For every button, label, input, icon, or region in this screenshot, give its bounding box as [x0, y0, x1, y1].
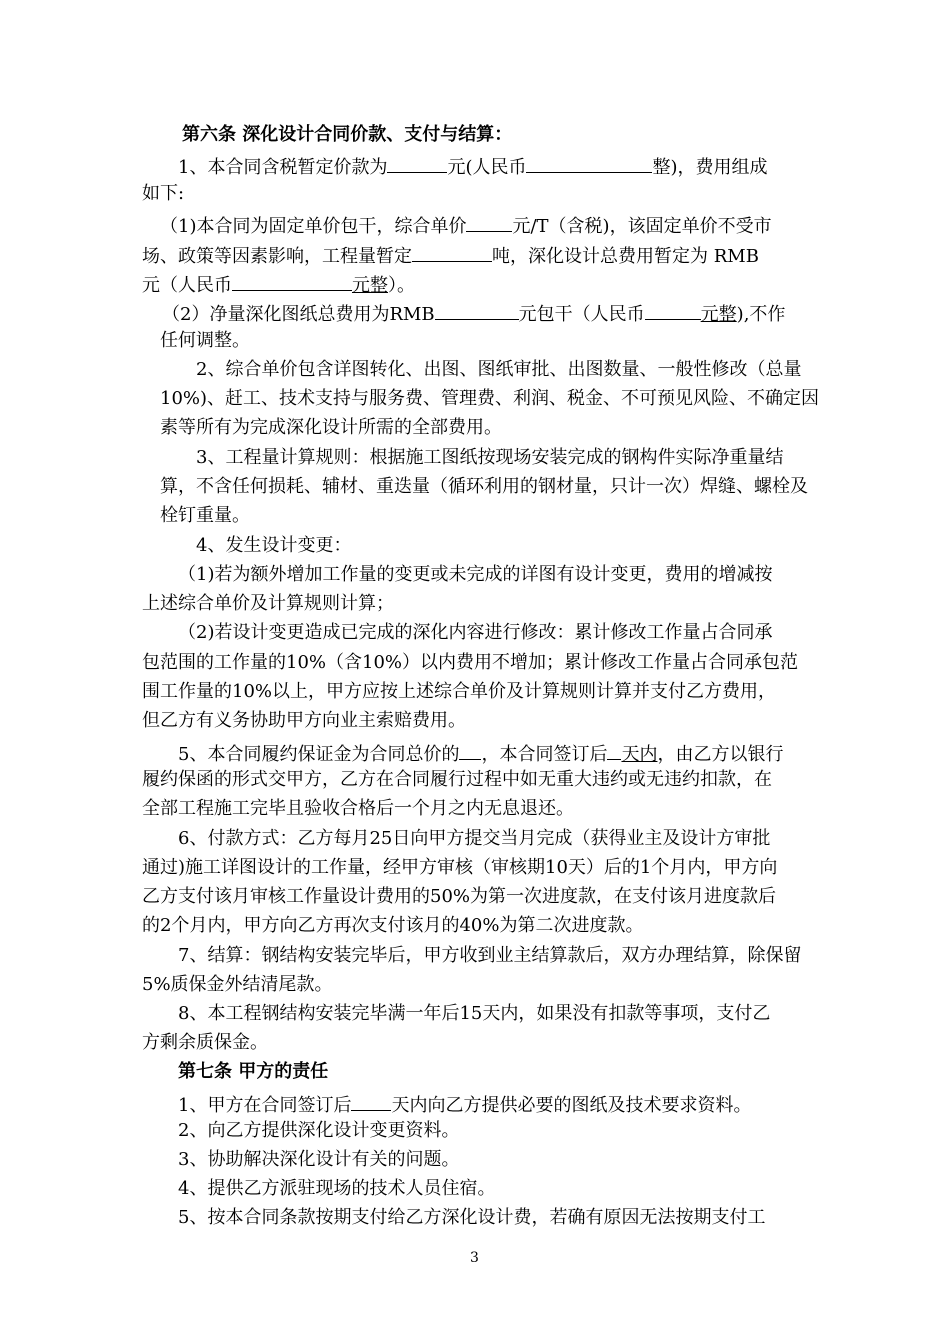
art7-item-1	[178, 1090, 751, 1118]
article-6-heading: 第六条 深化设计合同价款、支付与结算：	[182, 124, 513, 145]
clause-1-1-text-f: 元整	[352, 275, 388, 296]
clause-5-text-a: 5、本合同履约保证金为合同总价的	[178, 744, 460, 765]
drawing-fee-blank	[435, 299, 519, 320]
clause-1-text-a: 1、本合同含税暂定价款为	[178, 157, 388, 178]
clause-4-2-line-2: 包范围的工作量的10%（含10%）以内费用不增加；累计修改工作量占合同承包范	[142, 652, 799, 673]
clause-1-1-text-b: 元/T（含税)，该固定单价不受市	[512, 216, 772, 237]
clause-1-line-1	[178, 152, 768, 180]
art7-item-1-text-b: 天内向乙方提供必要的图纸及技术要求资料。	[391, 1095, 752, 1116]
drawing-days-blank	[351, 1090, 391, 1111]
clause-8-line-1: 8、本工程钢结构安装完毕满一年后15天内，如果没有扣款等事项，支付乙	[178, 1003, 771, 1024]
rmb-blank	[526, 152, 652, 173]
clause-2-line-3: 素等所有为完成深化设计所需的全部费用。	[160, 417, 502, 438]
clause-1-1-text-e: 元（人民币	[142, 275, 232, 296]
art7-item-3: 3、协助解决深化设计有关的问题。	[178, 1149, 460, 1170]
clause-6-line-2: 通过)施工详图设计的工作量，经甲方审核（审核期10天）后的1个月内，甲方向	[142, 857, 778, 878]
clause-3-line-1: 3、工程量计算规则：根据施工图纸按现场安装完成的钢构件实际净重量结	[196, 447, 784, 468]
art7-item-4: 4、提供乙方派驻现场的技术人员住宿。	[178, 1178, 496, 1199]
clause-1-1-line-1	[160, 211, 772, 239]
clause-4-2-line-1: （2)若设计变更造成已完成的深化内容进行修改：累计修改工作量占合同承	[178, 622, 773, 643]
clause-7-line-1: 7、结算：钢结构安装完毕后，甲方收到业主结算款后，双方办理结算，除保留	[178, 945, 802, 966]
clause-6-line-3: 乙方支付该月审核工作量设计费用的50%为第一次进度款，在支付该月进度款后	[142, 886, 777, 907]
quantity-blank	[412, 241, 492, 262]
total-rmb-blank	[232, 270, 352, 291]
clause-3-line-2: 算，不含任何损耗、辅材、重迭量（循环利用的钢材量，只计一次）焊缝、螺栓及	[160, 476, 808, 497]
clause-4: 4、发生设计变更：	[196, 535, 352, 556]
clause-4-1-line-2: 上述综合单价及计算规则计算；	[142, 593, 394, 614]
clause-5-line-3: 全部工程施工完毕且验收合格后一个月之内无息退还。	[142, 798, 574, 819]
clause-6-line-1: 6、付款方式：乙方每月25日向甲方提交当月完成（获得业主及设计方审批	[178, 828, 771, 849]
deposit-rate-blank	[459, 739, 481, 760]
clause-4-2-line-3: 围工作量的10%以上，甲方应按上述综合单价及计算规则计算并支付乙方费用，	[142, 681, 777, 702]
clause-1-2-text-c: 元整	[700, 304, 737, 325]
page-number: 3	[470, 1250, 479, 1266]
clause-1-2-line-1	[162, 299, 785, 327]
clause-1-2-text-a: （2）净量深化图纸总费用为RMB	[162, 304, 435, 325]
unit-price-blank	[466, 211, 512, 232]
art7-item-5: 5、按本合同条款按期支付给乙方深化设计费，若确有原因无法按期支付工	[178, 1207, 766, 1228]
clause-1-text-c: 整)，费用组成	[652, 157, 768, 178]
clause-5-text-b: ，本合同签订后	[481, 744, 608, 765]
clause-5-line-2: 履约保函的形式交甲方，乙方在合同履行过程中如无重大违约或无违约扣款，在	[142, 769, 772, 790]
clause-2-line-2: 10%)、赶工、技术支持与服务费、管理费、利润、税金、不可预见风险、不确定因	[160, 388, 820, 409]
clause-1-1-line-2	[142, 241, 759, 269]
clause-4-2-line-4: 但乙方有义务协助甲方向业主索赔费用。	[142, 710, 466, 731]
article-7-heading: 第七条 甲方的责任	[178, 1061, 329, 1082]
clause-5-text-c: 天内	[621, 744, 658, 765]
clause-2-line-1: 2、综合单价包含详图转化、出图、图纸审批、出图数量、一般性修改（总量	[196, 359, 802, 380]
clause-5-line-1	[178, 739, 783, 767]
drawing-rmb-blank	[645, 299, 701, 320]
clause-5-text-d: ，由乙方以银行	[657, 744, 784, 765]
clause-7-line-2: 5%质保金外结清尾款。	[142, 974, 333, 995]
clause-8-line-2: 方剩余质保金。	[142, 1032, 268, 1053]
art7-item-1-text-a: 1、甲方在合同签订后	[178, 1095, 352, 1116]
clause-3-line-3: 栓钉重量。	[160, 505, 250, 526]
clause-1-2-text-b: 元包干（人民币	[518, 304, 645, 325]
clause-1-1-text-g: ）。	[388, 275, 415, 296]
clause-1-text-b: 元(人民币	[447, 157, 527, 178]
clause-4-1-line-1: （1)若为额外增加工作量的变更或未完成的详图有设计变更，费用的增减按	[178, 564, 773, 585]
clause-1-line-2: 如下:	[142, 183, 185, 204]
clause-1-1-text-d: 吨，深化设计总费用暂定为 RMB	[492, 246, 759, 267]
days-blank	[607, 739, 621, 760]
clause-1-1-line-3	[142, 270, 415, 298]
clause-6-line-4: 的2个月内，甲方向乙方再次支付该月的40%为第二次进度款。	[142, 915, 644, 936]
clause-1-2-text-d: ),不作	[736, 304, 786, 325]
clause-1-2-line-2: 任何调整。	[160, 330, 250, 351]
clause-1-1-text-a: （1)本合同为固定单价包干，综合单价	[160, 216, 467, 237]
art7-item-2: 2、向乙方提供深化设计变更资料。	[178, 1120, 460, 1141]
price-blank	[387, 152, 447, 173]
clause-1-1-text-c: 场、政策等因素影响，工程量暂定	[142, 246, 412, 267]
